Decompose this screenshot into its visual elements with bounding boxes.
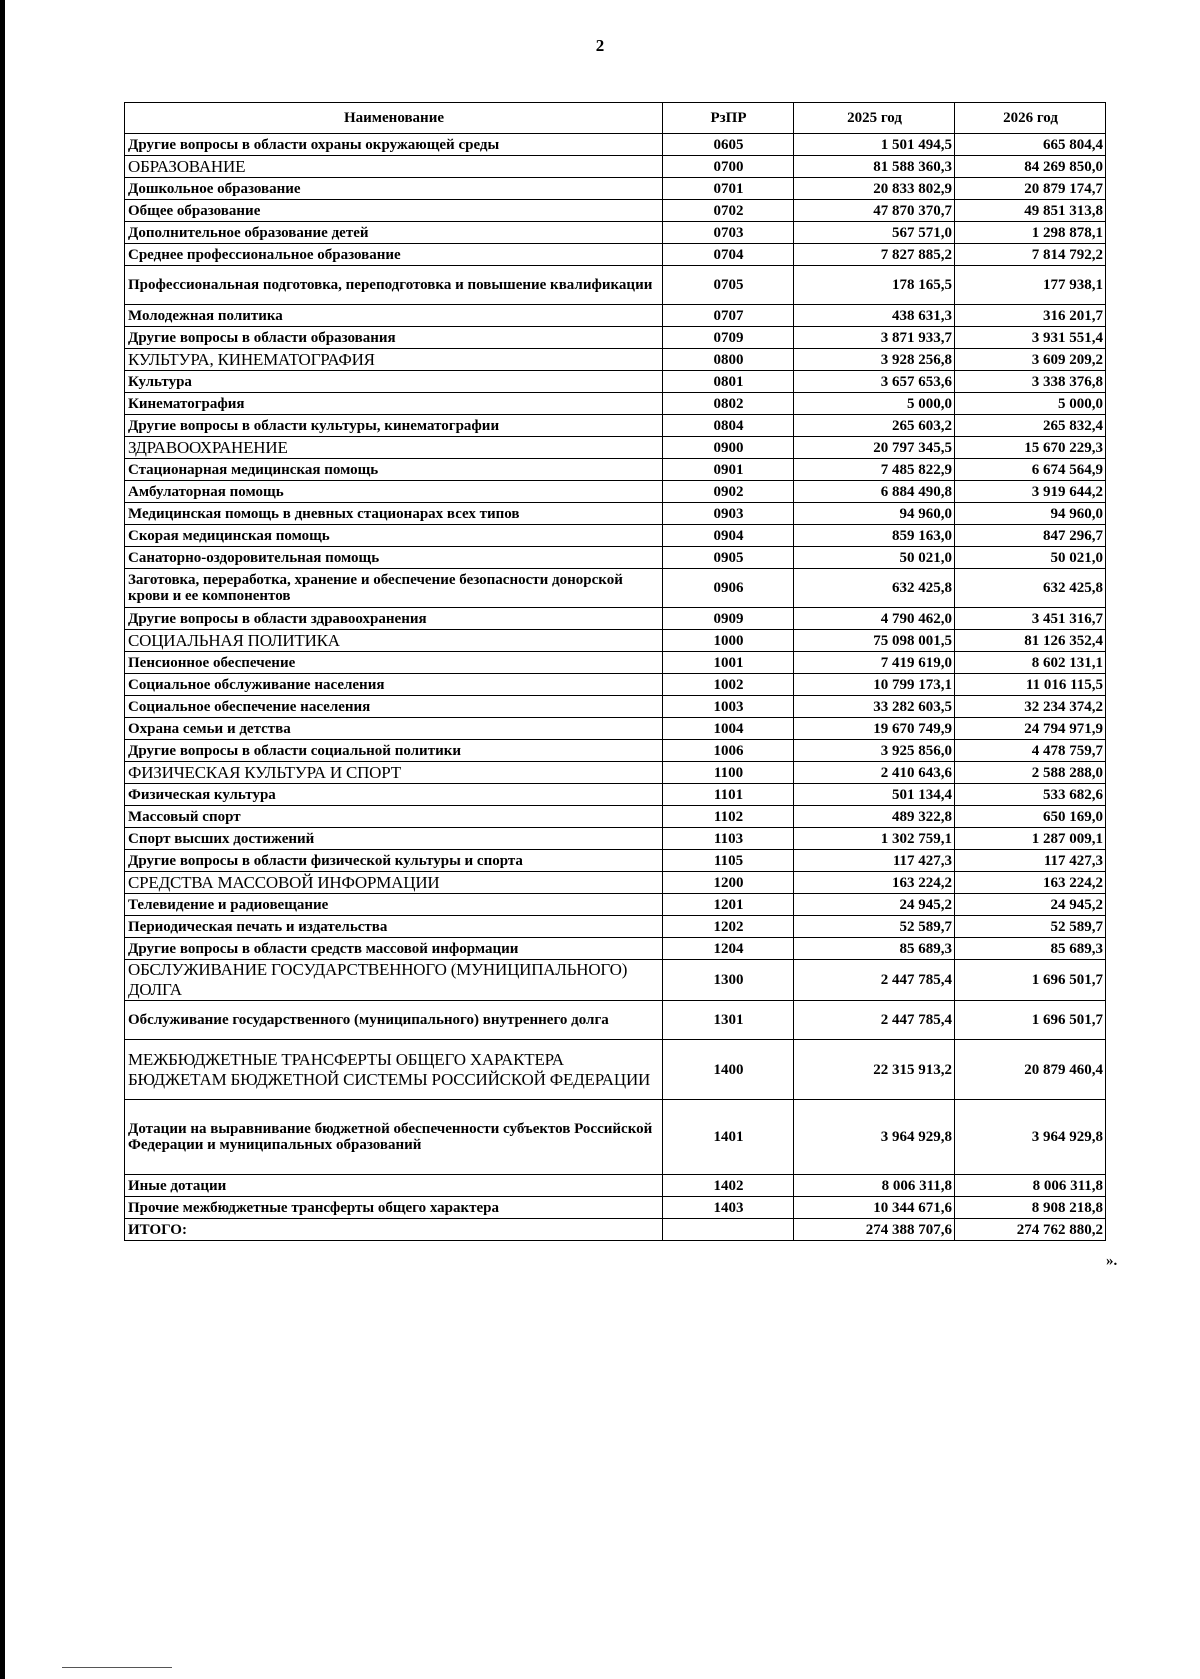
cell-code: 0901: [663, 459, 794, 481]
cell-code: 0704: [663, 244, 794, 266]
cell-code: 0703: [663, 222, 794, 244]
column-header-name: Наименование: [125, 103, 663, 134]
table-header-row: [125, 103, 1106, 134]
cell-code: 1403: [663, 1197, 794, 1219]
cell-2025: 2 447 785,4: [794, 960, 955, 1001]
cell-name: Скорая медицинская помощь: [125, 525, 663, 547]
cell-2026: 632 425,8: [955, 569, 1106, 608]
cell-name: Культура: [125, 371, 663, 393]
cell-name: Спорт высших достижений: [125, 828, 663, 850]
cell-2026: 4 478 759,7: [955, 740, 1106, 762]
table-row: [125, 608, 1106, 630]
cell-name: Иные дотации: [125, 1175, 663, 1197]
cell-2025: 567 571,0: [794, 222, 955, 244]
cell-name: СРЕДСТВА МАССОВОЙ ИНФОРМАЦИИ: [125, 872, 663, 894]
cell-2026: 24 794 971,9: [955, 718, 1106, 740]
cell-name: Стационарная медицинская помощь: [125, 459, 663, 481]
table-row: [125, 503, 1106, 525]
cell-2025: 10 344 671,6: [794, 1197, 955, 1219]
cell-2026: 117 427,3: [955, 850, 1106, 872]
cell-2026: 665 804,4: [955, 134, 1106, 156]
table-row: [125, 1100, 1106, 1175]
table-row: [125, 740, 1106, 762]
cell-2025: 1 302 759,1: [794, 828, 955, 850]
cell-2025: 52 589,7: [794, 916, 955, 938]
cell-2025: 19 670 749,9: [794, 718, 955, 740]
cell-2026: 316 201,7: [955, 305, 1106, 327]
cell-name: Санаторно-оздоровительная помощь: [125, 547, 663, 569]
table-row: [125, 718, 1106, 740]
cell-2026: 15 670 229,3: [955, 437, 1106, 459]
cell-2025: 265 603,2: [794, 415, 955, 437]
table-row: [125, 134, 1106, 156]
cell-2025: 47 870 370,7: [794, 200, 955, 222]
cell-2025: 94 960,0: [794, 503, 955, 525]
cell-2025: 178 165,5: [794, 266, 955, 305]
table-row: [125, 696, 1106, 718]
section-row: [125, 156, 1106, 178]
cell-name: Профессиональная подготовка, переподготовка и повышение квалификации: [125, 266, 663, 305]
cell-2026: 8 006 311,8: [955, 1175, 1106, 1197]
cell-2025: 24 945,2: [794, 894, 955, 916]
budget-table: [124, 102, 1106, 1241]
cell-name: Заготовка, переработка, хранение и обеспечение безопасности донорской крови и ее компонентов: [125, 569, 663, 608]
cell-code: 0707: [663, 305, 794, 327]
table-row: [125, 828, 1106, 850]
cell-name: Прочие межбюджетные трансферты общего характера: [125, 1197, 663, 1219]
cell-2026: 20 879 174,7: [955, 178, 1106, 200]
cell-name: Другие вопросы в области средств массовой информации: [125, 938, 663, 960]
table-row: [125, 178, 1106, 200]
cell-code: 1100: [663, 762, 794, 784]
table-row: [125, 894, 1106, 916]
table-row: [125, 806, 1106, 828]
cell-2026: 265 832,4: [955, 415, 1106, 437]
cell-code: 1200: [663, 872, 794, 894]
cell-2026: 163 224,2: [955, 872, 1106, 894]
cell-2026: 177 938,1: [955, 266, 1106, 305]
cell-2026: 32 234 374,2: [955, 696, 1106, 718]
cell-code: 0701: [663, 178, 794, 200]
cell-name: Молодежная политика: [125, 305, 663, 327]
cell-2026: 6 674 564,9: [955, 459, 1106, 481]
cell-2025: 1 501 494,5: [794, 134, 955, 156]
cell-code: 0900: [663, 437, 794, 459]
cell-2026: 847 296,7: [955, 525, 1106, 547]
cell-2025: 4 790 462,0: [794, 608, 955, 630]
column-header-2026: 2026 год: [955, 103, 1106, 134]
cell-name: Периодическая печать и издательства: [125, 916, 663, 938]
cell-2026: 1 287 009,1: [955, 828, 1106, 850]
cell-name: МЕЖБЮДЖЕТНЫЕ ТРАНСФЕРТЫ ОБЩЕГО ХАРАКТЕРА БЮДЖЕТАМ БЮДЖЕТНОЙ СИСТЕМЫ РОССИЙСКОЙ ФЕДЕРАЦИИ: [125, 1040, 663, 1100]
cell-name: Дошкольное образование: [125, 178, 663, 200]
table-row: [125, 850, 1106, 872]
cell-name: Медицинская помощь в дневных стационарах всех типов: [125, 503, 663, 525]
cell-name: Дополнительное образование детей: [125, 222, 663, 244]
table-row: [125, 481, 1106, 503]
cell-name: Обслуживание государственного (муниципального) внутреннего долга: [125, 1001, 663, 1040]
cell-2026: 49 851 313,8: [955, 200, 1106, 222]
cell-2026: 94 960,0: [955, 503, 1106, 525]
cell-2025: 85 689,3: [794, 938, 955, 960]
cell-code: 0605: [663, 134, 794, 156]
cell-code: 0705: [663, 266, 794, 305]
cell-name: Телевидение и радиовещание: [125, 894, 663, 916]
table-row: [125, 393, 1106, 415]
cell-code: 1301: [663, 1001, 794, 1040]
cell-name: Другие вопросы в области физической культуры и спорта: [125, 850, 663, 872]
table-row: [125, 547, 1106, 569]
cell-code: 0905: [663, 547, 794, 569]
cell-name: Амбулаторная помощь: [125, 481, 663, 503]
table-row: [125, 569, 1106, 608]
cell-2026: 7 814 792,2: [955, 244, 1106, 266]
cell-2026: 3 919 644,2: [955, 481, 1106, 503]
cell-2025: 5 000,0: [794, 393, 955, 415]
cell-name: ФИЗИЧЕСКАЯ КУЛЬТУРА И СПОРТ: [125, 762, 663, 784]
cell-code: 1204: [663, 938, 794, 960]
table-row: [125, 938, 1106, 960]
cell-code: 0904: [663, 525, 794, 547]
cell-2025: 10 799 173,1: [794, 674, 955, 696]
table-row: [125, 244, 1106, 266]
cell-code: 1003: [663, 696, 794, 718]
cell-2026: 533 682,6: [955, 784, 1106, 806]
section-row: [125, 762, 1106, 784]
cell-name: Массовый спорт: [125, 806, 663, 828]
cell-code: 1202: [663, 916, 794, 938]
table-row: [125, 784, 1106, 806]
cell-name: Охрана семьи и детства: [125, 718, 663, 740]
cell-2025: 163 224,2: [794, 872, 955, 894]
cell-code: 0800: [663, 349, 794, 371]
cell-2025: 7 485 822,9: [794, 459, 955, 481]
cell-code: 0700: [663, 156, 794, 178]
cell-2026: 52 589,7: [955, 916, 1106, 938]
column-header-code: РзПР: [663, 103, 794, 134]
section-row: [125, 1040, 1106, 1100]
cell-code: 1201: [663, 894, 794, 916]
cell-code: 1006: [663, 740, 794, 762]
cell-2026: 3 338 376,8: [955, 371, 1106, 393]
table-body: [125, 134, 1106, 1241]
table-row: [125, 222, 1106, 244]
cell-code: 1401: [663, 1100, 794, 1175]
cell-2025: 489 322,8: [794, 806, 955, 828]
cell-code: 1001: [663, 652, 794, 674]
cell-2025: 81 588 360,3: [794, 156, 955, 178]
cell-2026: 2 588 288,0: [955, 762, 1106, 784]
cell-name: Общее образование: [125, 200, 663, 222]
cell-name: Другие вопросы в области здравоохранения: [125, 608, 663, 630]
cell-2026: 1 696 501,7: [955, 960, 1106, 1001]
cell-code: 1105: [663, 850, 794, 872]
cell-name: Социальное обслуживание населения: [125, 674, 663, 696]
cell-code: [663, 1219, 794, 1241]
cell-2026: 3 609 209,2: [955, 349, 1106, 371]
table-row: [125, 1197, 1106, 1219]
table-row: [125, 305, 1106, 327]
cell-2025: 3 871 933,7: [794, 327, 955, 349]
cell-2025: 7 419 619,0: [794, 652, 955, 674]
table-row: [125, 525, 1106, 547]
cell-code: 0709: [663, 327, 794, 349]
cell-code: 1102: [663, 806, 794, 828]
cell-2025: 2 447 785,4: [794, 1001, 955, 1040]
table-row: [125, 266, 1106, 305]
cell-name: Дотации на выравнивание бюджетной обеспеченности субъектов Российской Федерации и муниципальных образований: [125, 1100, 663, 1175]
cell-code: 0702: [663, 200, 794, 222]
cell-name: ИТОГО:: [125, 1219, 663, 1241]
cell-2026: 84 269 850,0: [955, 156, 1106, 178]
cell-2026: 11 016 115,5: [955, 674, 1106, 696]
section-row: [125, 630, 1106, 652]
cell-name: ЗДРАВООХРАНЕНИЕ: [125, 437, 663, 459]
cell-2026: 24 945,2: [955, 894, 1106, 916]
cell-name: Другие вопросы в области образования: [125, 327, 663, 349]
cell-2025: 3 964 929,8: [794, 1100, 955, 1175]
cell-2026: 3 931 551,4: [955, 327, 1106, 349]
cell-2025: 859 163,0: [794, 525, 955, 547]
cell-2026: 20 879 460,4: [955, 1040, 1106, 1100]
cell-code: 0906: [663, 569, 794, 608]
cell-2025: 3 928 256,8: [794, 349, 955, 371]
cell-code: 1004: [663, 718, 794, 740]
cell-2026: 3 451 316,7: [955, 608, 1106, 630]
cell-2025: 7 827 885,2: [794, 244, 955, 266]
table-row: [125, 415, 1106, 437]
table-row: [125, 1175, 1106, 1197]
cell-2025: 3 925 856,0: [794, 740, 955, 762]
cell-name: Социальное обеспечение населения: [125, 696, 663, 718]
table-row: [125, 652, 1106, 674]
section-row: [125, 437, 1106, 459]
cell-code: 1101: [663, 784, 794, 806]
cell-2025: 6 884 490,8: [794, 481, 955, 503]
total-row: [125, 1219, 1106, 1241]
cell-name: ОБСЛУЖИВАНИЕ ГОСУДАРСТВЕННОГО (МУНИЦИПАЛЬНОГО) ДОЛГА: [125, 960, 663, 1001]
cell-2025: 2 410 643,6: [794, 762, 955, 784]
cell-2026: 650 169,0: [955, 806, 1106, 828]
cell-2026: 1 696 501,7: [955, 1001, 1106, 1040]
cell-2025: 22 315 913,2: [794, 1040, 955, 1100]
cell-code: 0801: [663, 371, 794, 393]
table-row: [125, 674, 1106, 696]
cell-2026: 8 908 218,8: [955, 1197, 1106, 1219]
cell-2026: 5 000,0: [955, 393, 1106, 415]
section-row: [125, 872, 1106, 894]
cell-name: Пенсионное обеспечение: [125, 652, 663, 674]
cell-code: 0804: [663, 415, 794, 437]
cell-code: 0802: [663, 393, 794, 415]
cell-name: ОБРАЗОВАНИЕ: [125, 156, 663, 178]
cell-code: 1400: [663, 1040, 794, 1100]
table-row: [125, 371, 1106, 393]
scan-edge-mark: [0, 0, 5, 1679]
cell-2025: 33 282 603,5: [794, 696, 955, 718]
cell-2025: 20 833 802,9: [794, 178, 955, 200]
table-row: [125, 327, 1106, 349]
cell-2025: 20 797 345,5: [794, 437, 955, 459]
cell-2026: 1 298 878,1: [955, 222, 1106, 244]
cell-2026: 81 126 352,4: [955, 630, 1106, 652]
cell-2025: 438 631,3: [794, 305, 955, 327]
cell-name: Другие вопросы в области культуры, кинематографии: [125, 415, 663, 437]
cell-code: 0903: [663, 503, 794, 525]
cell-code: 1103: [663, 828, 794, 850]
table-row: [125, 1001, 1106, 1040]
cell-name: Среднее профессиональное образование: [125, 244, 663, 266]
cell-2025: 3 657 653,6: [794, 371, 955, 393]
table-row: [125, 200, 1106, 222]
cell-2025: 501 134,4: [794, 784, 955, 806]
cell-2026: 274 762 880,2: [955, 1219, 1106, 1241]
cell-2026: 8 602 131,1: [955, 652, 1106, 674]
cell-2026: 50 021,0: [955, 547, 1106, 569]
cell-code: 1000: [663, 630, 794, 652]
cell-name: КУЛЬТУРА, КИНЕМАТОГРАФИЯ: [125, 349, 663, 371]
table-row: [125, 916, 1106, 938]
cell-name: Другие вопросы в области охраны окружающей среды: [125, 134, 663, 156]
cell-2025: 75 098 001,5: [794, 630, 955, 652]
cell-name: Кинематография: [125, 393, 663, 415]
column-header-2025: 2025 год: [794, 103, 955, 134]
cell-2025: 8 006 311,8: [794, 1175, 955, 1197]
cell-2025: 117 427,3: [794, 850, 955, 872]
cell-2025: 274 388 707,6: [794, 1219, 955, 1241]
scan-line-mark: [62, 1667, 172, 1668]
cell-code: 1002: [663, 674, 794, 696]
cell-code: 1402: [663, 1175, 794, 1197]
cell-name: СОЦИАЛЬНАЯ ПОЛИТИКА: [125, 630, 663, 652]
table-row: [125, 459, 1106, 481]
cell-code: 0909: [663, 608, 794, 630]
closing-quote-mark: ».: [1106, 1253, 1118, 1269]
cell-2026: 3 964 929,8: [955, 1100, 1106, 1175]
cell-2025: 632 425,8: [794, 569, 955, 608]
cell-name: Другие вопросы в области социальной политики: [125, 740, 663, 762]
section-row: [125, 349, 1106, 371]
page-number: 2: [595, 36, 605, 55]
cell-code: 1300: [663, 960, 794, 1001]
cell-code: 0902: [663, 481, 794, 503]
section-row: [125, 960, 1106, 1001]
cell-name: Физическая культура: [125, 784, 663, 806]
cell-2026: 85 689,3: [955, 938, 1106, 960]
cell-2025: 50 021,0: [794, 547, 955, 569]
